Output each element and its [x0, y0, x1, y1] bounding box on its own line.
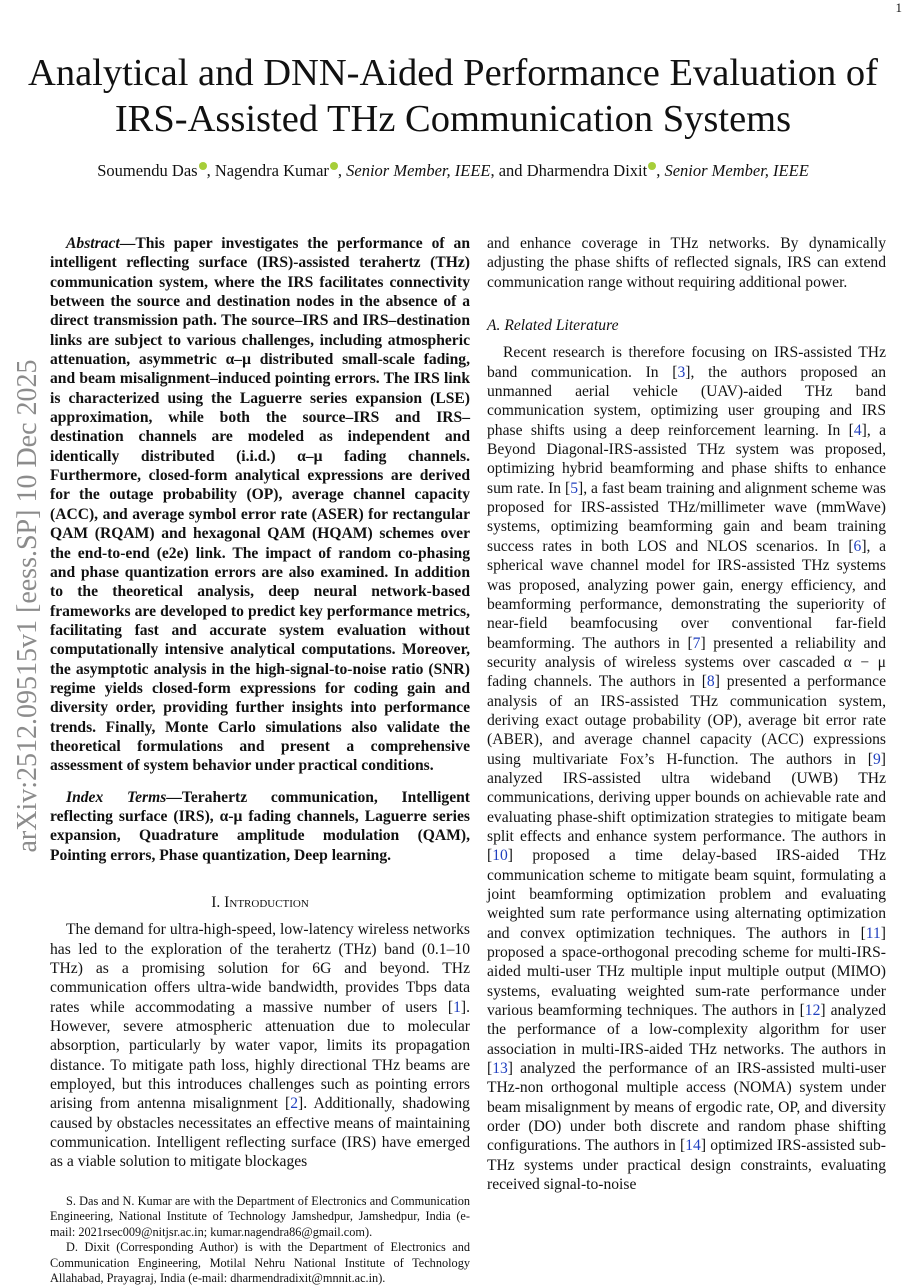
section-heading: I. Introduction [211, 894, 309, 911]
citation-link[interactable]: 6 [853, 537, 862, 555]
orcid-icon[interactable] [648, 162, 656, 170]
citation-link[interactable]: 4 [853, 421, 862, 439]
citation-link[interactable]: 13 [492, 1060, 508, 1078]
author-conjunction: and [498, 161, 523, 180]
citation-link[interactable]: 3 [677, 363, 686, 381]
footnotes [50, 1194, 470, 1287]
arxiv-stamp: arXiv:2512.09515v1 [eess.SP] 10 Dec 2025 [12, 359, 43, 853]
author-name: Nagendra Kumar [214, 161, 329, 180]
two-column-body [0, 234, 906, 1287]
author-name: Dharmendra Dixit [526, 161, 648, 180]
orcid-icon[interactable] [330, 162, 338, 170]
paper-title: Analytical and DNN-Aided Performance Evaluation of IRS-Assisted THz Communication Systems [28, 52, 878, 140]
citation-link[interactable]: 8 [706, 673, 715, 691]
right-column [487, 234, 886, 1195]
citation-link[interactable]: 12 [804, 1002, 821, 1020]
related-literature-paragraph: Recent research is therefore focusing on IRS-assisted THz band communication. In [3], the authors proposed an unmanned aerial vehicle (UAV)-aided THz band communication system, optimizing user grouping and IRS phase shifts using a deep reinforcement learning. In [4], a Beyond Diagonal-IRS-assisted THz system was proposed, optimizing hybrid beamforming and phase shifts to enhance sum rate. In [5], a fast beam training and alignment scheme was proposed for IRS-assisted THz/millimeter wave (mmWave) systems, optimizing beamforming gain and beam training success rates in both LOS and NLOS scenarios. In [6], a spherical wave channel model for IRS-assisted THz systems was proposed, analyzing power gain, energy efficiency, and beamforming performance, demonstrating the superiority of near-field beamfocusing over conventional far-field beamforming. The authors in [7] presented a reliability and security analysis of wireless systems over cascaded α − μ fading channels. The authors in [8] presented a performance analysis of an IRS-assisted THz communication system, deriving exact outage probability (OP), average bit error rate (ABER), and average channel capacity (ACC) expressions using multivariate Fox’s H-function. The authors in [9] analyzed IRS-assisted ultra wideband (UWB) THz communications, deriving upper bounds on achievable rate and evaluating phase-shift optimization strategies to mitigate beam split effects and enhance system performance. The authors in [10] proposed a time delay-based IRS-aided THz communication scheme to mitigate beam squint, formulating a joint beamforming optimization problem and evaluating weighted sum rate performance using alternating optimization and convex optimization techniques. The authors in [11] proposed a space-orthogonal precoding scheme for multi-IRS-aided multi-user THz multiple input multiple output (MIMO) systems, evaluating weighted sum-rate performance under various beamforming techniques. The authors in [12] analyzed the performance of a low-complexity algorithm for user association in multi-IRS-aided THz networks. The authors in [13] analyzed the performance of an IRS-assisted multi-user THz-non orthogonal multiple access (NOMA) system under beam misalignment by means of ergodic rate, OP, and diversity order (DO) under both discrete and random phase shifting configurations. The authors in [14] optimized IRS-assisted sub-THz systems under practical design constraints, evaluating received signal-to-noise [487, 344, 887, 1194]
intro-paragraph-continued: and enhance coverage in THz networks. By dynamically adjusting the phase shifts of reflected signals, IRS can extend communication range without requiring additional power. [487, 235, 886, 291]
citation-link[interactable]: 11 [865, 924, 881, 942]
author-list: Soumendu Das , Nagendra Kumar , Senior Member, IEEE, and Dharmendra Dixit , Senior Member, IEEE [97, 161, 809, 180]
orcid-icon[interactable] [199, 162, 207, 170]
abstract-text: —This paper investigates the performance of an intelligent reflecting surface (IRS)-assisted terahertz (THz) communication system, where the IRS facilitates connectivity between the source and destination nodes in the absence of a direct transmission path. The source–IRS and IRS–destination links are subject to various challenges, including atmospheric attenuation, asymmetric α–μ distributed small-scale fading, and beam misalignment–induced pointing errors. The IRS link is characterized using the Laguerre series expansion (LSE) approximation, while both the source–IRS and IRS–destination channels are modeled as independent and identically distributed (i.i.d.) α–μ fading channels. Furthermore, closed-form analytical expressions are derived for the outage probability (OP), average channel capacity (ACC), and average symbol error rate (ASER) for rectangular QAM (RQAM) and hexagonal QAM (HQAM) schemes over the end-to-end (e2e) link. The impact of random co-phasing and phase quantization errors are also examined. In addition to the theoretical analysis, deep neural network-based frameworks are developed to predict key performance metrics, facilitating fast and accurate system evaluation without computationally intensive analytical computations. Moreover, the asymptotic analysis in the high-signal-to-noise ratio (SNR) regime yields closed-form expressions for coding gain and diversity order, providing further insights into performance trends. Finally, Monte Carlo simulations also validate the theoretical formulations and present a comprehensive assessment of system behavior under practical conditions. [50, 235, 470, 775]
citation-link[interactable]: 2 [290, 1095, 299, 1113]
index-terms-label: Index Terms [66, 788, 167, 806]
abstract-label: Abstract [66, 235, 120, 252]
page-number: 1 [895, 0, 902, 15]
citation-link[interactable]: 9 [873, 750, 881, 768]
left-column [50, 234, 470, 1287]
author-role: Senior Member, IEEE [346, 161, 491, 180]
citation-link[interactable]: 5 [570, 479, 578, 497]
footnote-affiliation: S. Das and N. Kumar are with the Department of Electronics and Communication Engineering, National Institute of Technology Jamshedpur, Jamshedpur, India (e-mail: 2021rsec009@nitjsr.ac.in; kumar.nagendra86@gmail.com). [50, 1193, 470, 1239]
author-role: Senior Member, IEEE [664, 161, 809, 180]
citation-link[interactable]: 1 [453, 998, 461, 1016]
index-terms-text: —Terahertz communication, Intelligent reflecting surface (IRS), α-μ fading channels, Laguerre series expansion, Quadrature amplitude modulation (QAM), Pointing errors, Phase quantization, Deep learning. [50, 788, 470, 864]
author-name: Soumendu Das [97, 161, 198, 180]
intro-paragraph: The demand for ultra-high-speed, low-latency wireless networks has led to the exploration of the terahertz (THz) band (0.1–10 THz) as a promising solution for 6G and beyond. THz communication offers ultra-wide bandwidth, provides Tbps data rates while accommodating a massive number of users [1]. However, severe atmospheric attenuation due to molecular absorption, particularly by water vapor, limits its propagation distance. To mitigate path loss, highly directional THz beams are employed, but this introduces challenges such as pointing errors arising from antenna misalignment [2]. Additionally, shadowing caused by obstacles necessitates an effective means of maintaining communication. Intelligent reflecting surface (IRS) have emerged as a viable solution to mitigate blockages [50, 921, 470, 1171]
footnote-affiliation: D. Dixit (Corresponding Author) is with the Department of Electronics and Communication Engineering, Motilal Nehru National Institute of Technology Allahabad, Prayagraj, India (e-mail: dharmendradixit@mnnit.ac.in). [50, 1240, 470, 1286]
citation-link[interactable]: 7 [692, 634, 701, 652]
citation-link[interactable]: 14 [685, 1137, 701, 1155]
index-terms [50, 788, 470, 865]
citation-link[interactable]: 10 [492, 847, 508, 865]
subsection-heading: A. Related Literature [487, 317, 619, 335]
abstract [50, 234, 470, 776]
